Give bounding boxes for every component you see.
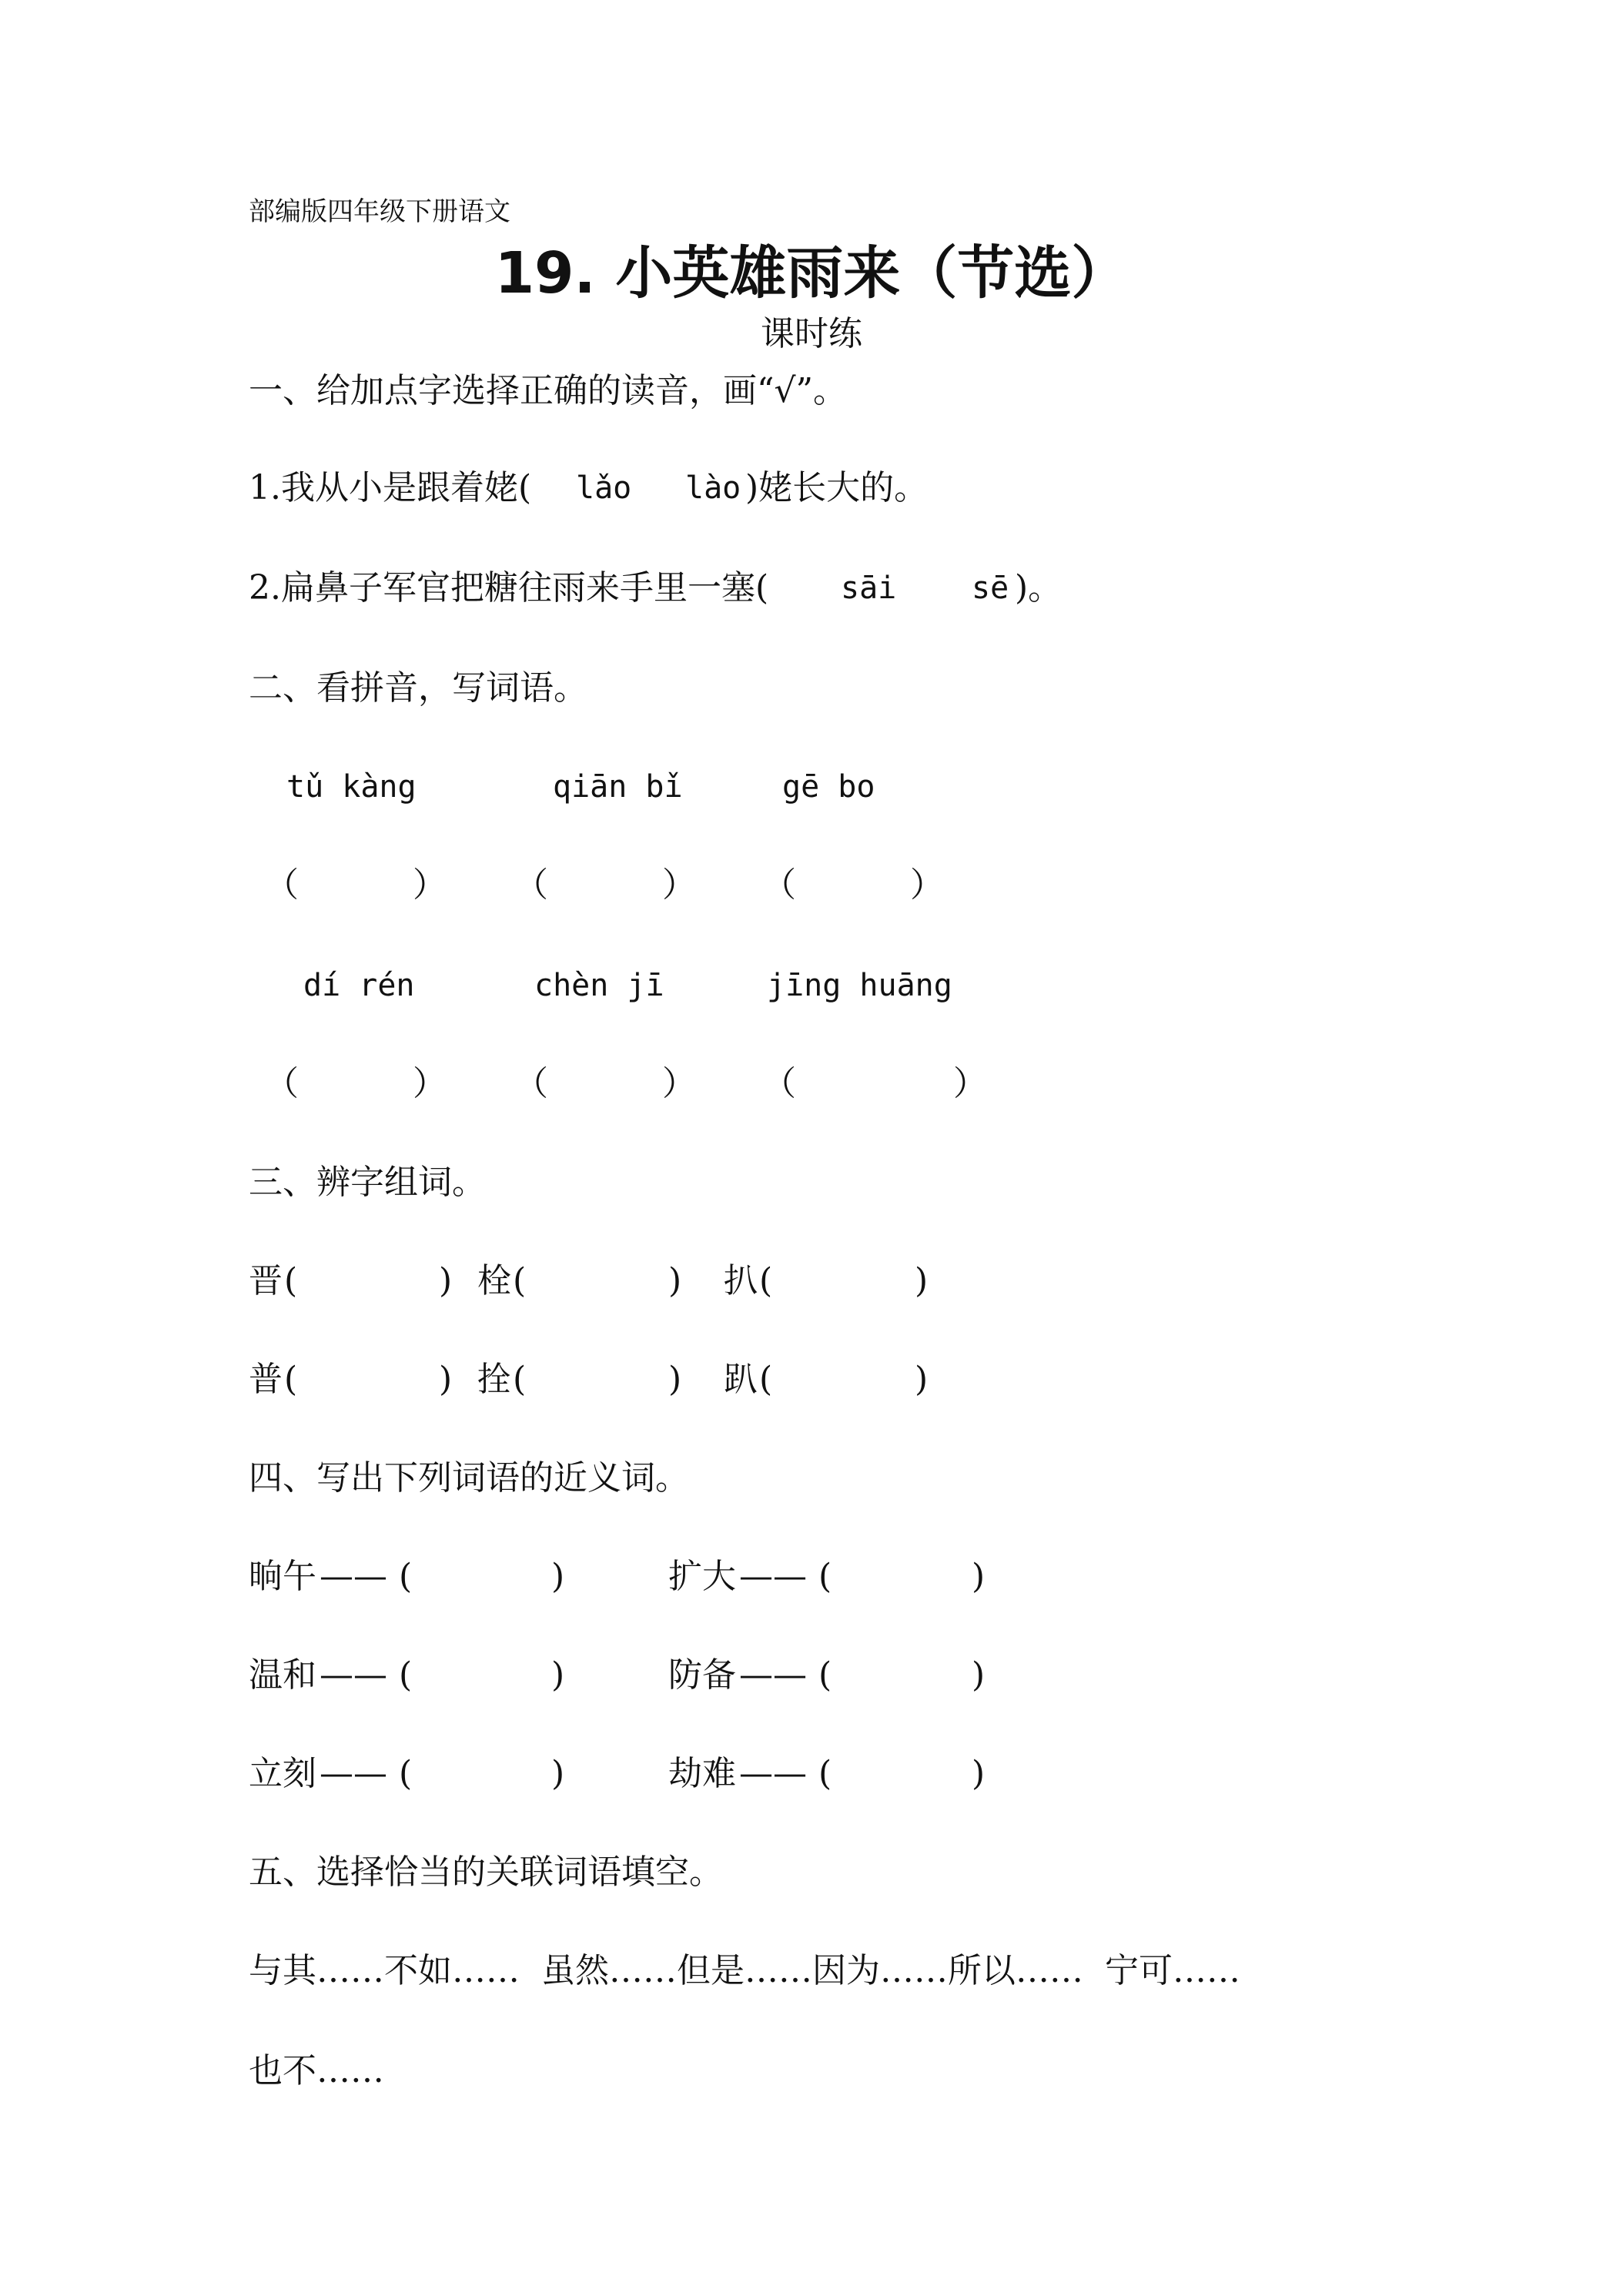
s1-q2-prefix: 2.扁鼻子军官把糖往雨来手里一塞( bbox=[249, 568, 769, 607]
s1-q2-suffix: )。 bbox=[1015, 568, 1062, 607]
answer-close: ） bbox=[413, 865, 447, 905]
subject-label: 部编版四年级下册语文 bbox=[249, 196, 510, 227]
char-3: 扒 bbox=[724, 1261, 758, 1300]
section-5-heading: 五、选择恰当的关联词语填空。 bbox=[249, 1853, 723, 1892]
char-6: 趴 bbox=[724, 1360, 758, 1399]
answer-open: ( bbox=[818, 1754, 832, 1793]
answer-close: ) bbox=[551, 1754, 565, 1793]
answer-close: ) bbox=[439, 1360, 453, 1399]
char-5: 拴 bbox=[477, 1360, 511, 1399]
answer-open: ( bbox=[818, 1655, 832, 1695]
section-3-heading: 三、辨字组词。 bbox=[249, 1163, 486, 1202]
synonym-word: 温和 bbox=[249, 1655, 316, 1695]
pinyin-4: dí rén bbox=[303, 968, 415, 1003]
char-1: 晋 bbox=[249, 1261, 283, 1300]
answer-close: ） bbox=[662, 1064, 696, 1103]
answer-close: ) bbox=[551, 1655, 565, 1695]
pinyin-2: qiān bǐ bbox=[553, 769, 683, 805]
synonym-word: 晌午 bbox=[249, 1557, 316, 1596]
synonym-word: 扩大 bbox=[668, 1557, 736, 1596]
answer-open: ( bbox=[513, 1360, 527, 1399]
answer-open: ( bbox=[284, 1360, 298, 1399]
s1-q2-option-b[interactable]: sē bbox=[972, 571, 1009, 606]
char-4: 普 bbox=[249, 1360, 283, 1399]
pinyin-1: tǔ kàng bbox=[286, 769, 417, 805]
answer-close: ) bbox=[439, 1261, 453, 1300]
s1-q1-prefix: 1.我从小是跟着姥( bbox=[249, 468, 532, 507]
answer-open: （ bbox=[762, 1064, 796, 1103]
dash: —— bbox=[320, 1655, 387, 1695]
answer-open: ( bbox=[399, 1655, 413, 1695]
answer-close: ） bbox=[662, 865, 696, 905]
answer-open: ( bbox=[759, 1360, 773, 1399]
answer-close: ) bbox=[915, 1261, 929, 1300]
answer-open: （ bbox=[514, 1064, 548, 1103]
answer-open: ( bbox=[513, 1261, 527, 1300]
answer-close: ) bbox=[551, 1557, 565, 1596]
synonym-word: 立刻 bbox=[249, 1754, 316, 1793]
dash: —— bbox=[739, 1655, 807, 1695]
answer-open: （ bbox=[265, 1064, 299, 1103]
synonym-word: 防备 bbox=[668, 1655, 736, 1695]
answer-close: ） bbox=[413, 1064, 447, 1103]
section-2-heading: 二、看拼音，写词语。 bbox=[249, 668, 587, 708]
answer-close: ) bbox=[972, 1754, 986, 1793]
answer-open: （ bbox=[514, 865, 548, 905]
synonym-word: 劫难 bbox=[668, 1754, 736, 1793]
pinyin-5: chèn jī bbox=[534, 968, 664, 1003]
answer-close: ) bbox=[915, 1360, 929, 1399]
answer-open: ( bbox=[284, 1261, 298, 1300]
answer-close: ） bbox=[910, 865, 944, 905]
conjunctions-line-1: 与其……不如…… 虽然……但是……因为……所以…… 宁可…… bbox=[249, 1951, 1240, 1990]
page-title: 19. 小英雄雨来（节选） bbox=[494, 240, 1129, 306]
dash: —— bbox=[739, 1557, 807, 1596]
char-2: 栓 bbox=[477, 1261, 511, 1300]
section-1-heading: 一、给加点字选择正确的读音，画“√”。 bbox=[249, 371, 848, 410]
s1-q1-suffix: )姥长大的。 bbox=[745, 468, 929, 507]
s1-q2-option-a[interactable]: sāi bbox=[841, 571, 897, 606]
answer-open: ( bbox=[399, 1754, 413, 1793]
answer-open: ( bbox=[759, 1261, 773, 1300]
answer-open: ( bbox=[399, 1557, 413, 1596]
conjunctions-line-2: 也不…… bbox=[249, 2051, 384, 2090]
answer-close: ) bbox=[972, 1557, 986, 1596]
answer-close: ) bbox=[668, 1360, 682, 1399]
answer-close: ) bbox=[668, 1261, 682, 1300]
dash: —— bbox=[320, 1754, 387, 1793]
answer-open: ( bbox=[818, 1557, 832, 1596]
page-subtitle: 课时练 bbox=[761, 314, 862, 353]
answer-close: ) bbox=[972, 1655, 986, 1695]
section-4-heading: 四、写出下列词语的近义词。 bbox=[249, 1458, 689, 1498]
answer-open: （ bbox=[762, 865, 796, 905]
answer-open: （ bbox=[265, 865, 299, 905]
dash: —— bbox=[739, 1754, 807, 1793]
s1-q1-option-b[interactable]: lào bbox=[685, 470, 741, 506]
pinyin-3: gē bo bbox=[782, 769, 875, 805]
pinyin-6: jīng huāng bbox=[767, 968, 952, 1003]
s1-q1-option-a[interactable]: lǎo bbox=[576, 470, 632, 506]
dash: —— bbox=[320, 1557, 387, 1596]
answer-close: ） bbox=[953, 1064, 987, 1103]
